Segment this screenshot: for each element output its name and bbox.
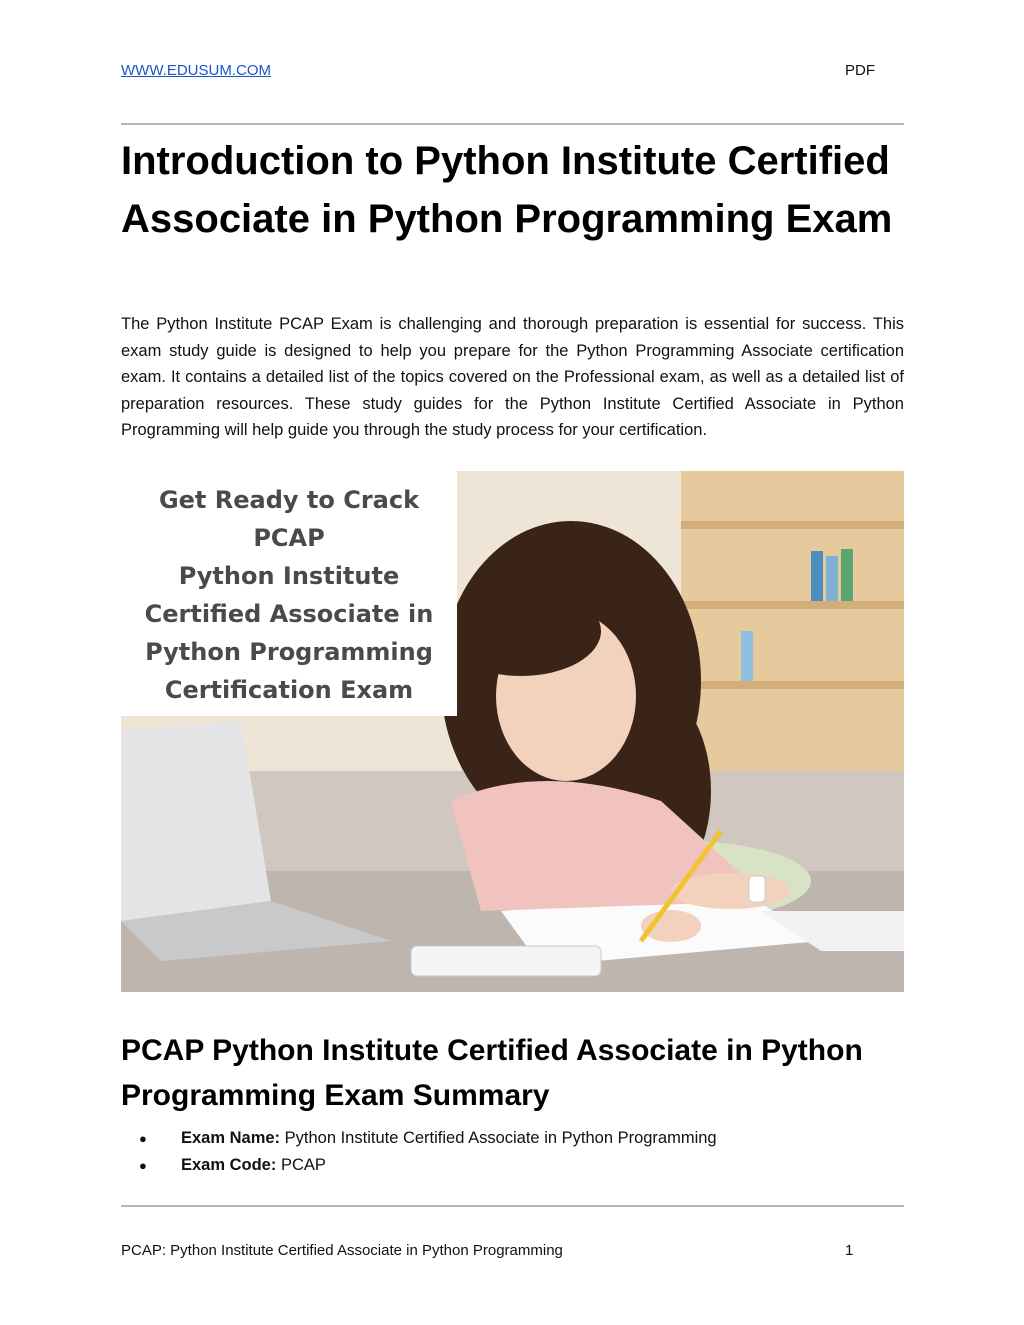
fact-label: Exam Name: bbox=[181, 1129, 285, 1147]
pdf-label: PDF bbox=[845, 62, 875, 79]
hero-line: Certification Exam bbox=[164, 676, 414, 704]
page-number: 1 bbox=[845, 1242, 854, 1259]
hero-line: Certified Associate in bbox=[144, 600, 434, 628]
footer-divider bbox=[121, 1205, 904, 1207]
bullet-icon: ● bbox=[139, 1131, 147, 1146]
list-item bbox=[139, 1125, 717, 1152]
list-item bbox=[139, 1152, 717, 1179]
hero-image bbox=[121, 471, 904, 992]
site-link[interactable]: WWW.EDUSUM.COM bbox=[121, 62, 271, 79]
hero-line: Python Programming bbox=[145, 638, 433, 666]
exam-facts-list bbox=[139, 1125, 717, 1179]
hero-line: PCAP bbox=[253, 524, 325, 552]
fact-value: Python Institute Certified Associate in Python Programming bbox=[284, 1129, 717, 1147]
hero-line: Python Institute bbox=[178, 562, 400, 590]
header-divider bbox=[121, 123, 904, 125]
hero-line: Get Ready to Crack bbox=[158, 486, 420, 514]
footer-title: PCAP: Python Institute Certified Associate in Python Programming bbox=[121, 1242, 563, 1259]
fact-value: PCAP bbox=[280, 1156, 326, 1174]
intro-paragraph: The Python Institute PCAP Exam is challenging and thorough preparation is essential for success. This exam study guide is designed to help you prepare for the Python Programming Associate certification exam. It contains a detailed list of the topics covered on the Professional exam, as well as a detailed list of preparation resources. These study guides for the Python Institute Certified Associate in Python Programming will help guide you through the study process for your certification. bbox=[121, 315, 904, 439]
bullet-icon: ● bbox=[139, 1158, 147, 1173]
page-title: Introduction to Python Institute Certified Associate in Python Programming Exam bbox=[121, 139, 893, 241]
summary-heading: PCAP Python Institute Certified Associate in Python Programming Exam Summary bbox=[121, 1034, 863, 1112]
fact-label: Exam Code: bbox=[181, 1156, 281, 1174]
hero-caption-card bbox=[121, 471, 457, 716]
